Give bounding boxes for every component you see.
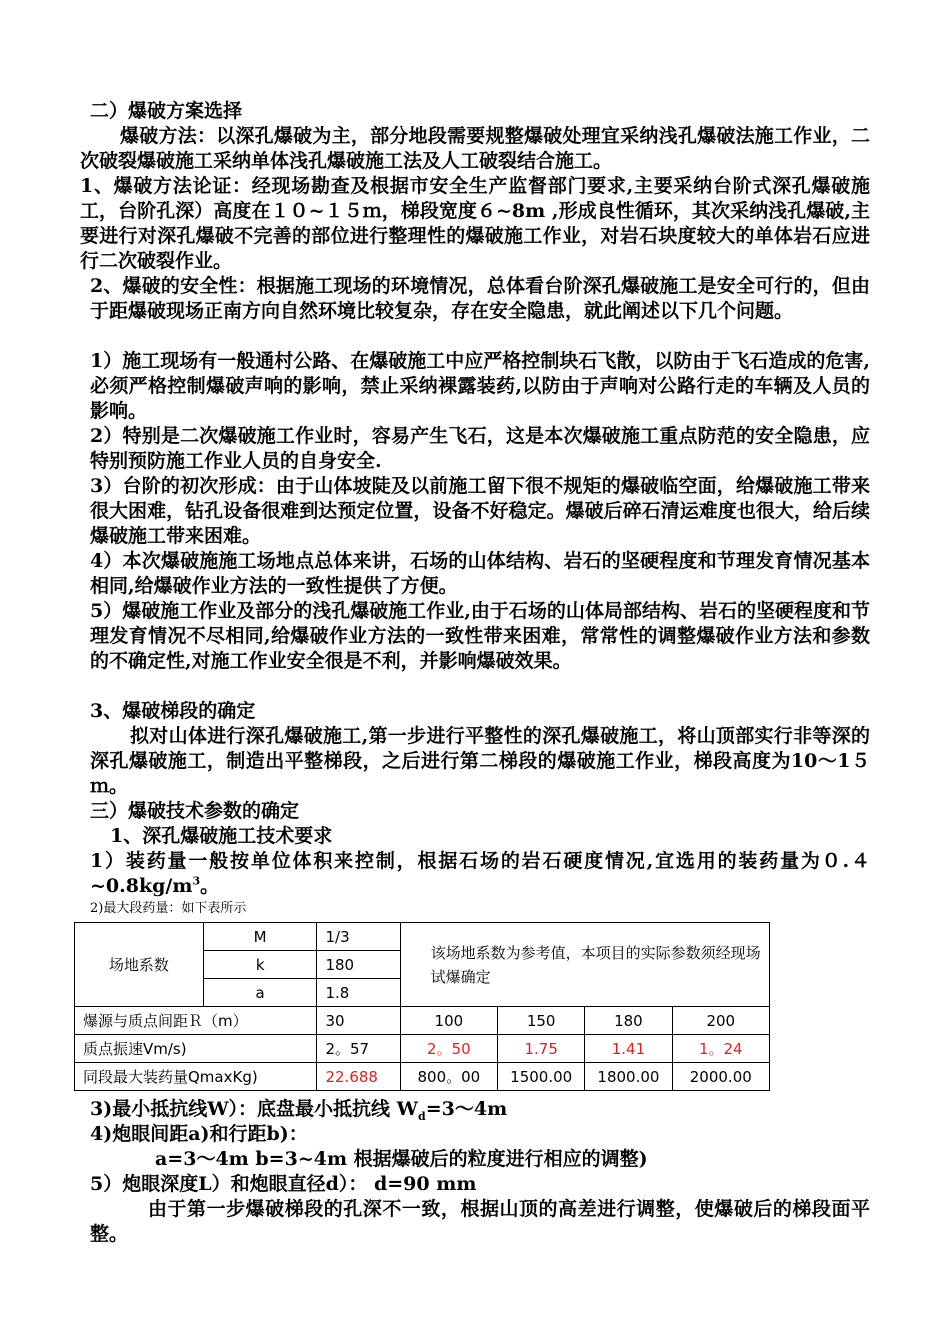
paragraph-safety: 2、爆破的安全性：根据施工现场的环境情况，总体看台阶深孔爆破施工是安全可行的，但由于距爆破现场正南方向自然环境比较复杂，存在安全隐患，就此阐述以下几个问题。 (90, 275, 870, 322)
max-charge-table (74, 922, 770, 1091)
list-item-5: 5）爆破施工作业及部分的浅孔爆破施工作业,由于石场的山体局部结构、岩石的坚硬程度和节理发育情况不尽相同,给爆破作业方法的一致性带来困难，常常性的调整爆破作业方法和参数的不确定性,对施工作业安全很是不利，并影响爆破效果。 (90, 600, 870, 672)
table-caption: 2)最大段药量：如下表所示 (90, 901, 247, 916)
velocity-cell: 2。50 (400, 1035, 497, 1063)
paragraph-bench: 拟对山体进行深孔爆破施工,第一步进行平整性的深孔爆破施工，将山顶部实行非等深的深孔爆破施工，制造出平整梯段，之后进行第二梯段的爆破施工作业，梯段高度为10～1５ｍ。 (90, 725, 870, 797)
velocity-label: 质点振速Vm/s) (75, 1035, 317, 1063)
charge-cell: 1800.00 (585, 1063, 672, 1091)
velocity-cell: 2。57 (317, 1035, 400, 1063)
superscript: 3 (192, 874, 201, 888)
list-item-2: 2）特别是二次爆破施工作业时，容易产生飞石，这是本次爆破施工重点防范的安全隐患，应特别预防施工作业人员的自身安全. (90, 425, 870, 472)
distance-cell: 100 (400, 1007, 497, 1035)
k-label: k (203, 951, 317, 979)
k-value: 180 (317, 951, 400, 979)
charge-cell: 800。00 (400, 1063, 497, 1091)
a-label: a (203, 979, 317, 1007)
distance-label: 爆源与质点间距Ｒ（m） (75, 1007, 317, 1035)
velocity-cell: 1.41 (585, 1035, 672, 1063)
subheading-deep-hole: 1、深孔爆破施工技术要求 (110, 825, 333, 847)
heading-blasting-plan (80, 99, 870, 124)
table-row (75, 1007, 770, 1035)
m-value: 1/3 (317, 923, 400, 951)
charge-label: 同段最大装药量QmaxKg) (75, 1063, 317, 1091)
m-label: M (203, 923, 317, 951)
heading-text: 二）爆破方案选择 (90, 100, 243, 122)
list-item-4: 4）本次爆破施施工场地点总体来讲，石场的山体结构、岩石的坚硬程度和节理发育情况基本相同,给爆破作业方法的一致性提供了方便。 (90, 550, 870, 597)
velocity-cell: 1.75 (498, 1035, 585, 1063)
coefficient-note: 该场地系数为参考值，本项目的实际参数须经现场试爆确定 (400, 923, 769, 1007)
charge-cell: 22.688 (317, 1063, 400, 1091)
charge-text-end: 。 (200, 875, 220, 897)
table-row (75, 923, 770, 951)
paragraph-method: 爆破方法：以深孔爆破为主，部分地段需要规整爆破处理宜采纳浅孔爆破法施工作业，二次破裂爆破施工采纳单体浅孔爆破施工法及人工破裂结合施工。 (80, 125, 870, 172)
table-row (75, 1063, 770, 1091)
section-bench-determination: 3、爆破梯段的确定 (90, 700, 256, 722)
burden-text: 3)最小抵抗线W）：底盘最小抵抗线 W (90, 1098, 419, 1120)
paragraph-spacing-values: a=3～4m b=3~4m 根据爆破后的粒度进行相应的调整) (155, 1148, 648, 1170)
charge-cell: 1500.00 (498, 1063, 585, 1091)
burden-text-end: =3～4m (425, 1098, 508, 1120)
distance-cell: 30 (317, 1007, 400, 1035)
paragraph-adjustment: 由于第一步爆破梯段的孔深不一致，根据山顶的高差进行调整，使爆破后的梯段面平整。 (90, 1198, 870, 1245)
charge-cell: 2000.00 (672, 1063, 769, 1091)
paragraph-depth-diameter: 5）炮眼深度L）和炮眼直径d）： d=90 mm (90, 1173, 477, 1195)
paragraph-spacing: 4)炮眼间距a)和行距b)： (90, 1123, 308, 1145)
distance-cell: 180 (585, 1007, 672, 1035)
subscript: d (418, 1109, 426, 1123)
paragraph-method-argument: 1、爆破方法论证：经现场勘查及根据市安全生产监督部门要求,主要采纳台阶式深孔爆破施工，台阶孔深）高度在１０~１５ｍ，梯段宽度６~8m ,形成良性循环，其次采纳浅孔爆破,主要进行对深孔爆破不完善的部位进行整理性的爆破施工作业，对岩石块度较大的单体岩石应进行二次破裂作业。 (80, 175, 870, 272)
paragraph-burden (80, 1097, 880, 1122)
paragraph-charge (80, 849, 870, 899)
table-row (75, 1035, 770, 1063)
distance-cell: 200 (672, 1007, 769, 1035)
a-value: 1.8 (317, 979, 400, 1007)
charge-text: 1）装药量一般按单位体积来控制，根据石场的岩石硬度情况,宜选用的装药量为０.４~0.8kg/m (90, 850, 870, 897)
distance-cell: 150 (498, 1007, 585, 1035)
site-coefficient-label: 场地系数 (75, 923, 204, 1007)
heading-technical-parameters: 三）爆破技术参数的确定 (90, 800, 300, 822)
list-item-1: 1）施工现场有一般通村公路、在爆破施工中应严格控制块石飞散，以防由于飞石造成的危害,必须严格控制爆破声响的影响，禁止采纳裸露装药,以防由于声响对公路行走的车辆及人员的影响。 (90, 350, 870, 422)
velocity-cell: 1。24 (672, 1035, 769, 1063)
list-item-3: 3）台阶的初次形成：由于山体坡陡及以前施工留下很不规矩的爆破临空面，给爆破施工带来很大困难，钻孔设备很难到达预定位置，设备不好稳定。爆破后碎石清运难度也很大，给后续爆破施工带来困难。 (90, 475, 870, 547)
